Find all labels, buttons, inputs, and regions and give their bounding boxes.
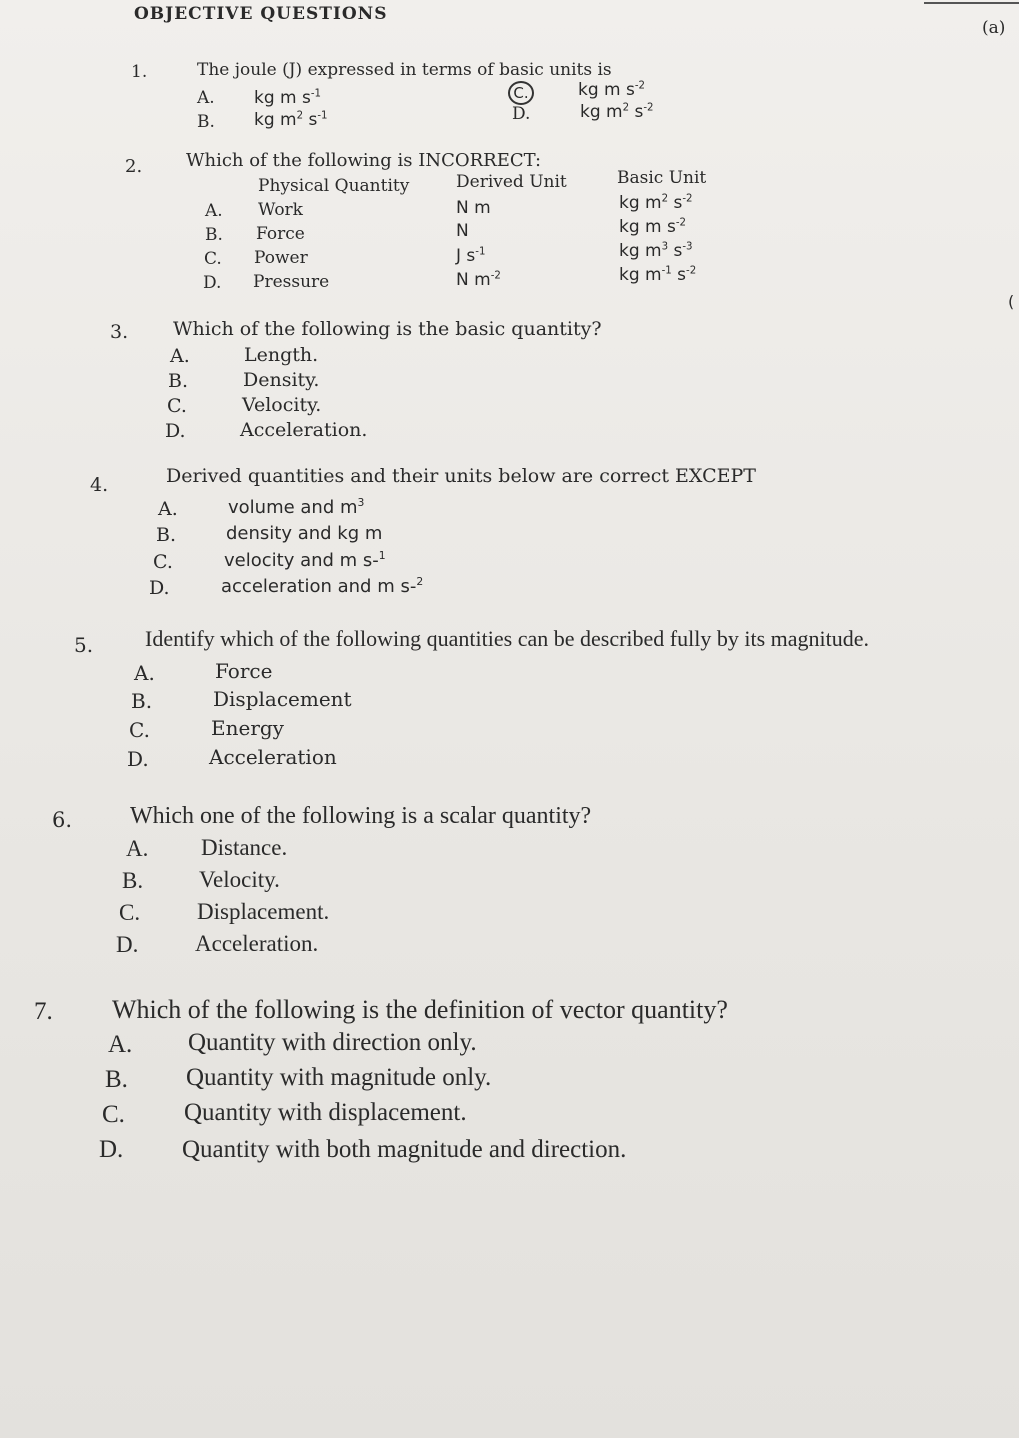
question-text: Identify which of the following quantities can be described fully by its magnitude. [145, 626, 869, 651]
option-letter: B. [168, 370, 189, 392]
circled-answer: C. [508, 81, 534, 105]
option-letter: A. [134, 661, 155, 685]
option-text: Energy [211, 716, 284, 740]
option-text: Acceleration [209, 745, 337, 769]
option-text: acceleration and m s-$^2$ [221, 575, 424, 597]
option-text: Quantity with displacement. [184, 1099, 467, 1126]
option-letter: B. [156, 524, 177, 546]
row-letter: C. [204, 249, 222, 269]
row-basic: kg $m^{-1}$ $s^{-2}$ [619, 265, 697, 285]
option-text: Velocity. [242, 394, 322, 416]
row-basic: kg m $s^{-2}$ [619, 217, 687, 237]
option-text: Quantity with both magnitude and direction. [182, 1136, 627, 1163]
stray-bracket: ( [1008, 292, 1015, 311]
question-number: 4. [90, 474, 109, 496]
column-header: Physical Quantity [258, 176, 410, 196]
option-text: Force [215, 659, 273, 683]
option-letter: D. [116, 932, 139, 957]
option-text: Acceleration. [195, 931, 319, 956]
option-text: Length. [244, 344, 319, 366]
option-text: Velocity. [199, 867, 280, 892]
option-text: Distance. [201, 835, 288, 860]
option-text: volume and $m^3$ [228, 496, 365, 518]
question-number: 6. [52, 808, 73, 832]
question-text: Which of the following is the basic quantity? [173, 318, 602, 340]
option-text: Quantity with magnitude only. [186, 1064, 492, 1091]
option-letter: B. [122, 868, 144, 893]
question-number: 7. [34, 998, 53, 1025]
option-letter: B. [105, 1066, 128, 1093]
option-letter: A. [108, 1031, 133, 1058]
row-quantity: Pressure [253, 272, 330, 292]
row-derived: N [456, 221, 469, 241]
option-letter: A. [197, 88, 215, 108]
option-letter: A. [158, 498, 178, 520]
option-text: density and kg m [226, 523, 383, 544]
option-unit: kg m $s^{-2}$ [578, 80, 646, 100]
question-text: Derived quantities and their units below are correct EXCEPT [166, 465, 756, 487]
option-letter: A. [126, 836, 149, 861]
option-letter: C. [129, 718, 150, 742]
section-mark: (a) [982, 18, 1006, 38]
option-unit: kg m $s^{-1}$ [254, 88, 322, 108]
option-unit: kg $m^2$ $s^{-1}$ [254, 110, 328, 130]
row-derived: N $m^{-2}$ [456, 270, 501, 290]
column-header: Derived Unit [456, 172, 567, 192]
row-basic: kg $m^3$ $s^{-3}$ [619, 241, 693, 261]
option-text: Density. [243, 369, 320, 391]
row-quantity: Work [258, 200, 303, 220]
option-letter: D. [165, 420, 186, 442]
option-letter: D. [149, 577, 170, 599]
row-derived: J $s^{-1}$ [456, 246, 486, 266]
column-header: Basic Unit [617, 168, 707, 188]
question-text: The joule (J) expressed in terms of basic units is [197, 60, 612, 80]
row-basic: kg $m^2$ $s^{-2}$ [619, 193, 693, 213]
row-letter: A. [205, 201, 223, 221]
option-letter: B. [197, 112, 215, 132]
option-letter: B. [131, 689, 153, 713]
question-number: 5. [74, 633, 94, 657]
question-number: 3. [110, 321, 129, 343]
row-quantity: Force [256, 224, 305, 244]
option-letter: C. [119, 900, 141, 925]
option-text: Displacement [213, 687, 352, 711]
option-text: Quantity with direction only. [188, 1029, 477, 1056]
question-number: 2. [125, 156, 143, 177]
option-letter: A. [170, 345, 190, 367]
question-number: 1. [131, 62, 148, 82]
row-letter: D. [203, 273, 222, 293]
option-text: Acceleration. [240, 419, 368, 441]
header-rule [924, 2, 1019, 4]
option-letter: C. [102, 1101, 125, 1128]
option-letter: C. [153, 551, 173, 573]
option-unit: kg $m^2$ $s^{-2}$ [580, 102, 654, 122]
page-title: OBJECTIVE QUESTIONS [134, 4, 388, 24]
option-letter: D. [512, 104, 531, 124]
question-text: Which of the following is INCORRECT: [186, 150, 542, 171]
option-letter: C. [167, 395, 187, 417]
question-text: Which one of the following is a scalar quantity? [130, 803, 592, 829]
option-letter: D. [127, 747, 149, 771]
option-letter: D. [99, 1136, 124, 1163]
row-quantity: Power [254, 248, 308, 268]
question-text: Which of the following is the definition of vector quantity? [112, 995, 728, 1024]
option-text: velocity and m s-$^1$ [224, 549, 386, 571]
row-derived: N m [456, 198, 491, 218]
row-letter: B. [205, 225, 223, 245]
option-text: Displacement. [197, 899, 330, 924]
